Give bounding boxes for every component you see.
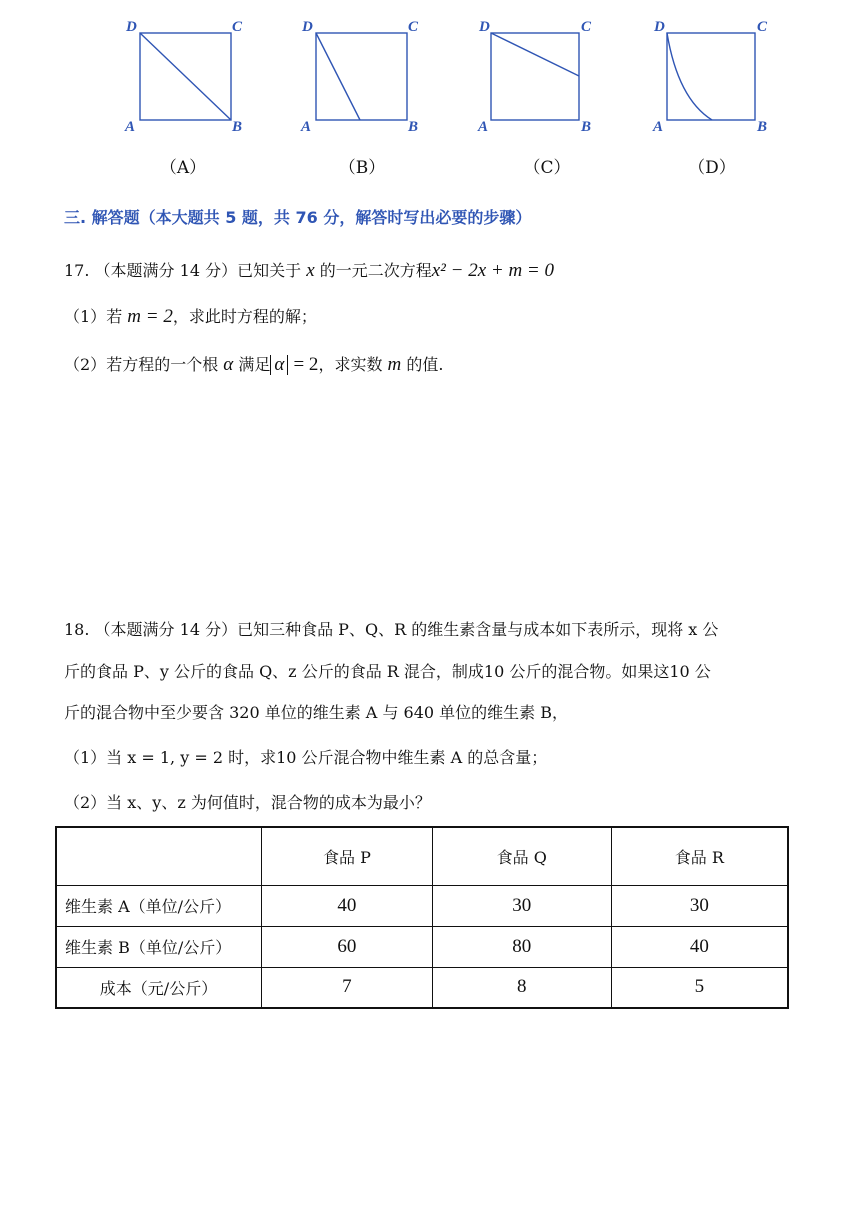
figure-b-square <box>316 33 407 120</box>
q17-part2-alpha: α <box>223 354 234 375</box>
q18-part2: （2）当 x、y、z 为何值时，混合物的成本为最小？ <box>64 793 431 812</box>
q17-part1-label: （1） <box>64 307 107 326</box>
q18-line2: 斤的食品 P、y 公斤的食品 Q、z 公斤的食品 R 混合，制成10 公斤的混合物。如果这10 公 <box>64 662 711 681</box>
table-cell: 7 <box>262 967 433 1008</box>
table-row <box>56 967 788 1008</box>
q18-number: 18. <box>64 620 90 639</box>
figure-d-label-c: C <box>757 19 768 35</box>
q17-part2-abs: α <box>270 355 288 375</box>
q17-part2-pre: 若方程的一个根 <box>106 355 219 374</box>
table-row-label: 维生素 B（单位/公斤） <box>56 926 262 967</box>
figure-a-path <box>140 33 231 120</box>
figure-d-label-b: B <box>757 119 768 135</box>
q18-part1: （1）当 x = 1, y = 2 时，求10 公斤混合物中维生素 A 的总含量； <box>64 748 548 767</box>
table-header-cell: 食品 R <box>611 827 788 885</box>
q18-line3: 斤的混合物中至少要含 320 单位的维生素 A 与 640 单位的维生素 B， <box>64 703 568 722</box>
table-row <box>56 926 788 967</box>
figure-d-caption: （D） <box>688 158 736 178</box>
figure-d-square <box>667 33 755 120</box>
figure-b-label-b: B <box>408 119 419 135</box>
q17-stem-mid: 的一元二次方程 <box>319 261 432 280</box>
figure-c-label-b: B <box>581 119 592 135</box>
q17-stem <box>64 258 554 282</box>
figure-b-caption: （B） <box>338 158 386 178</box>
table-row <box>56 885 788 926</box>
table-header-row <box>56 827 788 885</box>
figure-a-label-b: B <box>232 119 243 135</box>
figure-a-label-a: A <box>125 119 136 135</box>
table-cell: 30 <box>611 885 788 926</box>
vitamin-cost-table <box>55 826 789 1009</box>
q17-part2-mid: 满足 <box>238 355 271 374</box>
q17-part2-end: 的值. <box>406 355 444 374</box>
q17-number: 17. <box>64 261 90 280</box>
figure-a-label-d: D <box>126 19 137 35</box>
table-header-cell: 食品 Q <box>432 827 611 885</box>
figure-c-caption: （C） <box>523 158 571 178</box>
table-header-cell: 食品 P <box>262 827 433 885</box>
figure-options-row <box>0 0 860 200</box>
figure-d-label-a: A <box>653 119 664 135</box>
table-cell: 30 <box>432 885 611 926</box>
q17-equation: x² − 2x + m = 0 <box>431 260 554 281</box>
table-header-cell <box>56 827 262 885</box>
table-row-label: 成本（元/公斤） <box>56 967 262 1008</box>
figure-c-square <box>491 33 579 120</box>
q17-part1-post: ，求此时方程的解； <box>172 307 317 326</box>
q17-part2-label: （2） <box>64 355 107 374</box>
table-cell: 40 <box>611 926 788 967</box>
q17-stem-pre: 已知关于 <box>237 261 302 280</box>
section-heading: 三. 解答题（本大题共 5 题，共 76 分，解答时写出必要的步骤） <box>64 208 532 227</box>
q17-var-x: x <box>306 260 315 281</box>
q17-part2-m: m <box>387 354 402 375</box>
table-cell: 5 <box>611 967 788 1008</box>
table-cell: 80 <box>432 926 611 967</box>
table-cell: 40 <box>262 885 433 926</box>
q18-line1-text: 已知三种食品 P、Q、R 的维生素含量与成本如下表所示，现将 x 公 <box>237 620 719 639</box>
figure-b-label-d: D <box>302 19 313 35</box>
q17-part2-eq: = 2 <box>293 354 319 375</box>
table-row-label: 维生素 A（单位/公斤） <box>56 885 262 926</box>
q17-part1-pre: 若 <box>106 307 123 326</box>
figure-d-path <box>667 33 712 120</box>
q17-part1 <box>64 304 317 328</box>
figure-b-label-c: C <box>408 19 419 35</box>
figure-c-label-a: A <box>478 119 489 135</box>
q18-line1 <box>64 617 718 640</box>
figure-d-label-d: D <box>654 19 665 35</box>
figure-a-caption: （A） <box>159 158 207 178</box>
figure-c-label-c: C <box>581 19 592 35</box>
q17-part2 <box>64 352 443 376</box>
figure-c-label-d: D <box>479 19 490 35</box>
figure-b-label-a: A <box>301 119 312 135</box>
q17-points: （本题满分 14 分） <box>94 261 238 280</box>
square-figures <box>0 0 860 150</box>
table-cell: 60 <box>262 926 433 967</box>
figure-b-path <box>316 33 360 120</box>
q18-points: （本题满分 14 分） <box>94 620 238 639</box>
q17-part2-post: ，求实数 <box>318 355 383 374</box>
figure-c-path <box>491 33 579 76</box>
table-cell: 8 <box>432 967 611 1008</box>
q17-part1-cond: m = 2 <box>127 306 173 327</box>
figure-a-label-c: C <box>232 19 243 35</box>
